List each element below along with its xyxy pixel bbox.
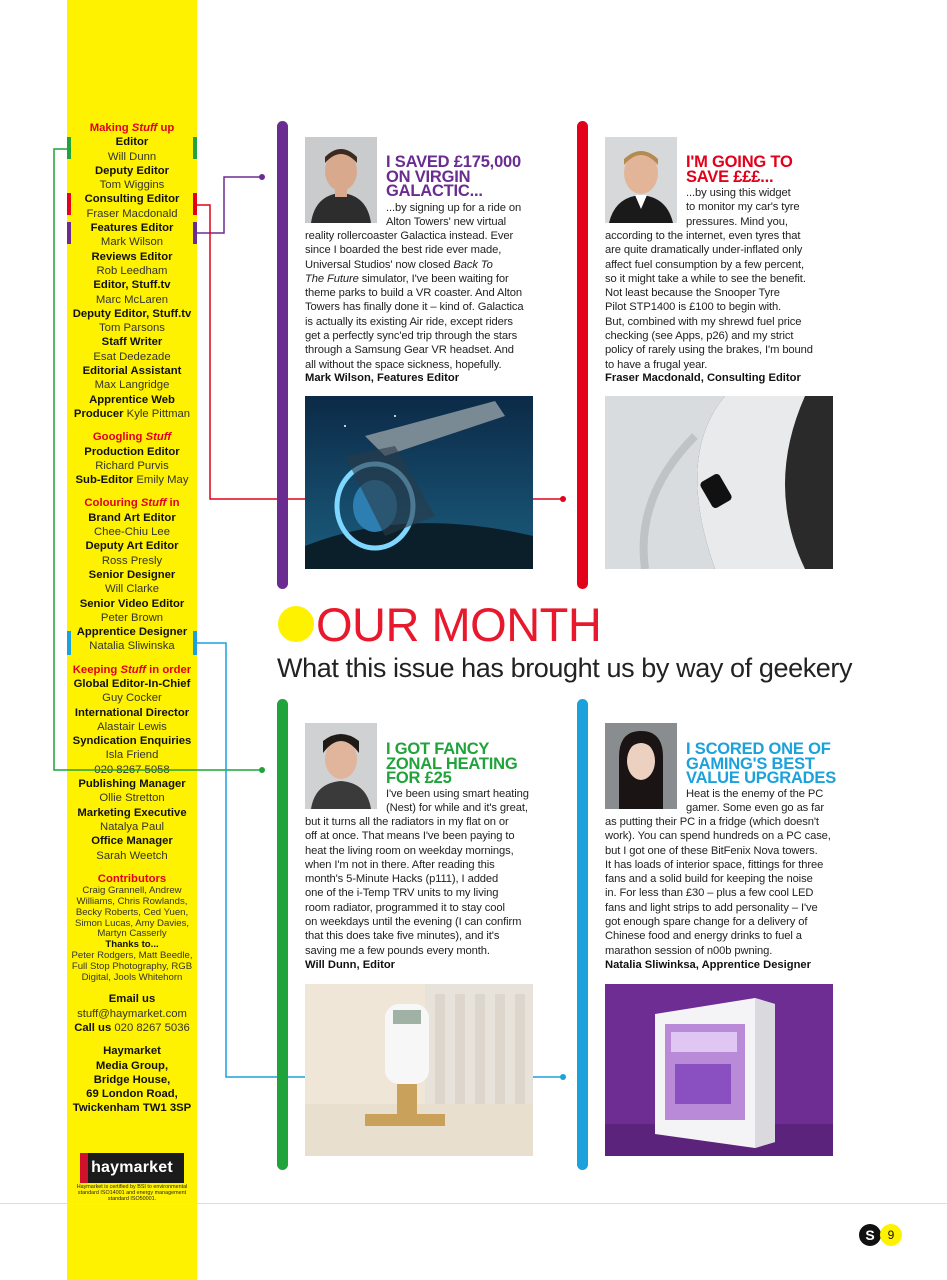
senior-video-name: Peter Brown xyxy=(100,611,164,624)
article-1-byline: Mark Wilson, Features Editor xyxy=(305,372,460,384)
article-1-body: reality rollercoaster Galactica instead. Ever since I boarded the best ride ever made, Universal Studios' now closed Back To The Future simulator, I've been waiting for theme parks to build a VR coaster. And Alton Towers has finally done it – kind of. Galactica is actually its existing Air ride, except riders get a perfectly sync'ed trip through the stars through a Samsung Gear VR headset. And all without the space sickness, hopefully. xyxy=(305,230,524,371)
consulting-editor-role: Consulting Editor xyxy=(84,193,180,206)
article-3-byline: Will Dunn, Editor xyxy=(305,959,396,971)
staff-writer-name: Esat Dedezade xyxy=(93,350,171,363)
haymarket-logo: haymarket xyxy=(80,1153,184,1183)
senior-video-role: Senior Video Editor xyxy=(79,597,185,610)
article-4-headline: I SCORED ONE OF GAMING'S BEST VALUE UPGRADES xyxy=(686,740,836,787)
blue-bar xyxy=(577,699,588,1170)
address-line-3: Bridge House, xyxy=(93,1073,171,1086)
red-bar xyxy=(577,121,588,589)
features-editor-name: Mark Wilson xyxy=(100,236,164,249)
section-title: OUR MONTH xyxy=(316,598,602,651)
marketing-executive-role: Marketing Executive xyxy=(77,806,187,819)
deputy-art-role: Deputy Art Editor xyxy=(85,540,179,553)
editor-tick-right xyxy=(193,137,197,159)
consulting-tick-left xyxy=(67,193,71,215)
publishing-manager-name: Ollie Stretton xyxy=(99,792,165,805)
staff-writer-role: Staff Writer xyxy=(101,336,163,349)
production-editor-role: Production Editor xyxy=(84,445,180,458)
marketing-executive-name: Natalya Paul xyxy=(99,820,165,833)
apprentice-web-role: Apprentice Web xyxy=(89,393,175,406)
stufftv-editor-role: Editor, Stuff.tv xyxy=(93,279,171,292)
call-label: Call us xyxy=(74,1021,112,1034)
tyre-valve-image xyxy=(605,396,833,569)
deputy-stufftv-role: Deputy Editor, Stuff.tv xyxy=(72,307,192,320)
senior-designer-name: Will Clarke xyxy=(105,583,159,596)
features-editor-role: Features Editor xyxy=(90,222,174,235)
thanks-heading: Thanks to... xyxy=(105,939,159,951)
article-2-byline: Fraser Macdonald, Consulting Editor xyxy=(605,372,801,384)
pc-case-image xyxy=(605,984,833,1156)
reviews-editor-role: Reviews Editor xyxy=(91,250,173,263)
editorial-assistant-role: Editorial Assistant xyxy=(82,365,182,378)
apprentice-web-name: Kyle Pittman xyxy=(123,407,191,420)
global-editor-name: Guy Cocker xyxy=(102,692,162,705)
editorial-assistant-name: Max Langridge xyxy=(94,379,170,392)
address-line-2: Media Group, xyxy=(95,1059,169,1072)
features-tick-left xyxy=(67,222,71,244)
publishing-manager-role: Publishing Manager xyxy=(78,778,186,791)
sub-editor-name: Emily May xyxy=(133,474,189,487)
making-stuff-heading: Making Stuff up xyxy=(89,122,175,134)
page-number: 9 xyxy=(880,1224,902,1246)
green-bar xyxy=(277,699,288,1170)
features-tick-right xyxy=(193,222,197,244)
address-line-1: Haymarket xyxy=(103,1045,161,1058)
sub-editor-role: Sub-Editor xyxy=(75,474,134,487)
stuff-logo-badge: S xyxy=(859,1224,881,1246)
section-subtitle: What this issue has brought us by way of geekery xyxy=(277,653,853,683)
syndication-role: Syndication Enquiries xyxy=(72,735,192,748)
fraser-macdonald-portrait xyxy=(605,137,677,223)
office-manager-name: Sarah Weetch xyxy=(96,849,168,862)
stufftv-editor-name: Marc McLaren xyxy=(95,293,169,306)
reviews-editor-name: Rob Leedham xyxy=(96,264,168,277)
brand-art-role: Brand Art Editor xyxy=(88,511,176,524)
address-line-5: Twickenham TW1 3SP xyxy=(72,1102,192,1115)
will-dunn-portrait xyxy=(305,723,377,809)
syndication-phone: 020 8267 5058 xyxy=(94,763,170,776)
apprentice-designer-name: Natalia Sliwinska xyxy=(89,640,175,653)
article-2-headline: I'M GOING TO SAVE £££... xyxy=(686,153,793,186)
radiator-valve-image xyxy=(305,984,533,1156)
production-editor-name: Richard Purvis xyxy=(95,459,169,472)
designer-tick-left xyxy=(67,631,71,655)
office-manager-role: Office Manager xyxy=(91,835,173,848)
deputy-editor-role: Deputy Editor xyxy=(94,164,170,177)
article-4-byline: Natalia Sliwinksa, Apprentice Designer xyxy=(605,959,812,971)
certification-note: Haymarket is certified by BSI to environmental standard ISO14001 and energy management standard ISO50001. xyxy=(76,1184,188,1203)
consulting-editor-name: Fraser Macdonald xyxy=(86,207,178,220)
thanks-list: Peter Rodgers, Matt Beedle, Full Stop Photography, RGB Digital, Jools Whitehorn xyxy=(71,949,193,983)
natalia-sliwinska-portrait xyxy=(605,723,677,809)
email-address[interactable]: stuff@haymarket.com xyxy=(77,1007,187,1020)
editor-name: Will Dunn xyxy=(107,150,157,163)
international-director-role: International Director xyxy=(74,706,190,719)
deputy-editor-name: Tom Wiggins xyxy=(99,179,165,192)
article-1-lead: ...by signing up for a ride on Alton Towers' new virtual xyxy=(386,202,522,229)
article-2-body: according to the internet, even tyres that are quite dramatically under-inflated only affect fuel consumption by a few percent, so it might take a while to see the benefit. Not least because the Snooper Tyre Pilot STP1400 is £100 to begin with. But, combined with my shrewd fuel price checking (see Apps, p26) and my strict policy of rarely using the brakes, I'm bound to have a frugal year. xyxy=(605,230,813,371)
keeping-stuff-heading: Keeping Stuff in order xyxy=(72,663,192,676)
article-1-headline: I SAVED £175,000 ON VIRGIN GALACTIC... xyxy=(386,153,521,200)
colouring-stuff-heading: Colouring Stuff in xyxy=(84,497,180,510)
international-director-name: Alastair Lewis xyxy=(97,720,167,733)
purple-bar xyxy=(277,121,288,589)
mark-wilson-portrait xyxy=(305,137,377,223)
editor-tick-left xyxy=(67,137,71,159)
article-3-lead: I've been using smart heating (Nest) for while and it's great, xyxy=(386,788,529,815)
article-3-body: but it turns all the radiators in my flat on or off at once. That means I've been paying to heat the living room on weekday mornings, when I'm not in there. After reading this month's 5-Minute Hacks (p111), I added one of the i-Temp TRV units to my living room radiator, programmed it to stay cool on weekdays until the evening (I can confirm that this does take five minutes), and it's saving me a few pounds every month. xyxy=(305,816,522,957)
contributors-list: Craig Grannell, Andrew Williams, Chris Rowlands, Becky Roberts, Ced Yuen, Simon Lucas, Amy Davies, Martyn Casserly xyxy=(74,885,190,940)
deputy-stufftv-name: Tom Parsons xyxy=(99,322,165,335)
senior-designer-role: Senior Designer xyxy=(88,568,176,581)
brand-art-name: Chee-Chiu Lee xyxy=(94,526,170,539)
editor-role: Editor xyxy=(115,136,149,149)
article-2-lead: ...by using this widget to monitor my car's tyre pressures. Mind you, xyxy=(686,187,800,228)
apprentice-web-producer: Producer xyxy=(73,407,124,420)
section-dot xyxy=(278,606,314,642)
article-4-body: as putting their PC in a fridge (which doesn't work). You can spend hundreds on a PC case, but I got one of these BitFenix Nova towers. It has loads of interior space, fittings for three fans and a solid build for keeping the noise in. For less than £30 – plus a few cool LED fans and light strips to add personality – I've got enough spare change for a delivery of Chinese food and energy drinks to fuel a marathon session of n00b pwning. xyxy=(605,816,831,957)
googling-stuff-heading: Googling Stuff xyxy=(92,431,172,444)
article-4-lead: Heat is the enemy of the PC gamer. Some even go as far xyxy=(686,788,824,815)
email-label: Email us xyxy=(108,993,156,1006)
call-number: 020 8267 5036 xyxy=(111,1021,190,1034)
galactica-coaster-image xyxy=(305,396,533,569)
designer-tick-right xyxy=(193,631,197,655)
apprentice-designer-role: Apprentice Designer xyxy=(76,626,188,639)
article-3-headline: I GOT FANCY ZONAL HEATING FOR £25 xyxy=(386,740,518,787)
address-line-4: 69 London Road, xyxy=(86,1088,178,1101)
consulting-tick-right xyxy=(193,193,197,215)
footer-rule xyxy=(0,1203,947,1204)
contributors-heading: Contributors xyxy=(97,872,167,885)
deputy-art-name: Ross Presly xyxy=(101,554,163,567)
global-editor-role: Global Editor-In-Chief xyxy=(73,677,191,690)
syndication-name: Isla Friend xyxy=(105,749,159,762)
